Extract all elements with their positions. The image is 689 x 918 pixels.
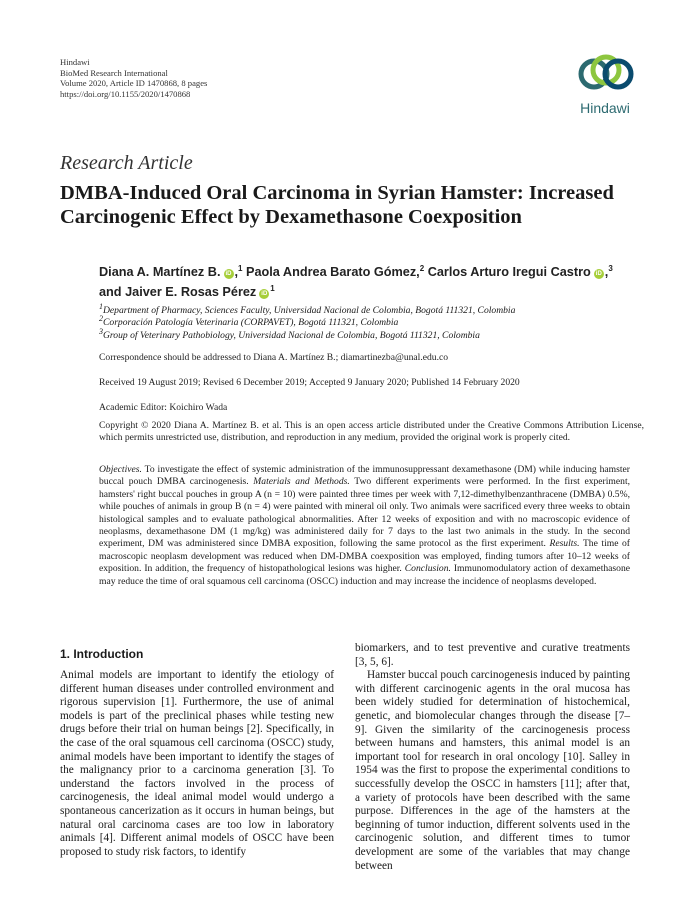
author-affiliation-sup: 2	[419, 263, 425, 273]
author-connector: and	[99, 285, 122, 299]
logo-wordmark: Hindawi	[580, 100, 630, 116]
orcid-icon[interactable]: iD	[225, 271, 232, 277]
author-affiliation-sup: 1	[270, 283, 275, 293]
author-affiliation-sup: 3	[608, 263, 613, 273]
affiliation-item: $^3$Group of Veterinary Pathobiology, Universidad Nacional de Colombia, Bogotá 111321, Colombia	[99, 326, 480, 341]
affiliation-list	[99, 301, 644, 342]
journal-header	[60, 57, 207, 99]
abstract-objectives-label: Objectives.	[99, 464, 142, 475]
article-type: Research Article	[60, 152, 193, 174]
abstract-objectives: To investigate the effect of systemic administration of the immunosuppressant dexamethasone (DM) while inducing hamster buccal pouch DMBA carcinogenesis.	[99, 464, 630, 488]
journal-name: BioMed Research International	[60, 67, 168, 78]
intro-right-column	[355, 642, 630, 873]
abstract-methods: Two different experiments were performed. In the first experiment, hamsters' right buccal pouches in group A (n = 10) were painted three times per week with 7,12-dimethylbenzanthracene (DMBA) 0.5%, while pouches of animals in group B (n = 4) were painted with mineral oil only. Two animals were sacrificed every three weeks to obtain histological samples and to evaluate pathological abnormalities. After 12 weeks of exposition and with no macroscopic evidence of neoplasms, dexamethasone DM (1 mg/kg) was administered daily for 7 days to the last two animals in the study. In the second experiment, DM was administered since DMBA exposition, following the same protocol as the first experiment.	[99, 476, 631, 550]
abstract-conclusion: Immunomodulatory action of dexamethasone may reduce the time of oral squamous cell carcinoma (OSCC) induction and may increase the incidence of neoplasms developed.	[99, 563, 630, 587]
paragraph: Animal models are important to identify the etiology of different human diseases under controlled environment and rigorous supervision [1]. Furthermore, the use of animal models is part of the preclinical phases while testing new drugs before their trial on human beings [2]. Specifically, in the case of the oral squamous cell carcinoma (OSCC) study, animal models have been important to identify the stages of the malignancy prior to a carcinoma generation [3]. To understand the factors involved in the process of carcinogenesis, the ideal animal model would undergo a spontaneous cancerization as it occurs in human beings, but natural oral carcinoma cases are too low in laboratory animals [4]. Different animal models of OSCC have been proposed to study risk factors, to identify	[60, 669, 334, 858]
author-name: Paola Andrea Barato Gómez	[246, 265, 417, 279]
paragraph: biomarkers, and to test preventive and curative treatments [3, 5, 6].	[355, 642, 630, 668]
publisher-name: Hindawi	[60, 57, 90, 67]
author-name: Carlos Arturo Iregui Castro	[427, 265, 591, 279]
orcid-icon[interactable]: iD	[595, 271, 602, 277]
author-list: Diana A. Martínez B. iD ,$^1$ Paola Andrea Barato Gómez,$^2$ Carlos Arturo Iregui Castro iD ,$^3$ and Jaiver E. Rosas Pérez $iD^1$	[99, 263, 613, 299]
abstract-methods-label: Materials and Methods.	[253, 476, 350, 488]
section-heading: 1. Introduction	[60, 647, 144, 661]
article-title: DMBA-Induced Oral Carcinoma in Syrian Hamster: Increased Carcinogenic Effect by Dexamethasone Coexposition	[60, 182, 614, 228]
author-name: Jaiver E. Rosas Pérez	[125, 285, 257, 299]
affiliation-item: $^1$Department of Pharmacy, Sciences Faculty, Universidad Nacional de Colombia, Bogotá 111321, Colombia	[99, 301, 516, 316]
copyright-notice: Copyright © 2020 Diana A. Martínez B. et al. This is an open access article distributed under the Creative Commons Attribution License, which permits unrestricted use, distribution, and reproduction in any medium, provided the original work is properly cited.	[99, 420, 644, 444]
publication-dates: Received 19 August 2019; Revised 6 December 2019; Accepted 9 January 2020; Published 14 February 2020	[99, 377, 520, 388]
academic-editor: Academic Editor: Koichiro Wada	[99, 402, 228, 413]
intro-left-column	[60, 669, 334, 859]
author-name: Diana A. Martínez B.	[99, 265, 221, 279]
affiliation-item: $^2$Corporación Patología Veterinaria (CORPAVET), Bogotá 111321, Colombia	[99, 314, 399, 329]
abstract	[99, 464, 630, 588]
author-affiliation-sup: 1	[238, 263, 243, 273]
orcid-icon[interactable]: iD	[261, 291, 268, 297]
abstract-results: The time of macroscopic neoplasm development was reduced when DM-DMBA coexposition was employed, finding tumors after 10–12 weeks of exposition. In addition, the frequency of histopathological lesions was higher.	[99, 538, 631, 575]
volume-info: Volume 2020, Article ID 1470868, 8 pages	[60, 78, 208, 88]
paragraph: Hamster buccal pouch carcinogenesis induced by painting with different carcinogenic agents in the oral mucosa has been widely studied for determination of histochemical, genetic, and biomolecular changes through the disease [7–9]. Given the similarity of the carcinogenesis process between humans and hamsters, this animal model is an important tool for research in oral oncology [10]. Salley in 1954 was the first to propose the experimental conditions to successfully develop the OSCC in hamsters [11]; after that, a variety of protocols have been described with the same purpose. Differences in the age of the hamsters at the beginning of tumor induction, different solvents used in the carcinogenic solution, and different times to tumor development are some of the variables that may change between	[355, 669, 630, 872]
doi-link[interactable]: https://doi.org/10.1155/2020/1470868	[60, 88, 191, 99]
abstract-results-label: Results.	[549, 538, 580, 550]
correspondence-note: Correspondence should be addressed to Diana A. Martínez B.; diamartinezba@unal.edu.co	[99, 352, 449, 363]
abstract-conclusion-label: Conclusion.	[404, 563, 451, 575]
